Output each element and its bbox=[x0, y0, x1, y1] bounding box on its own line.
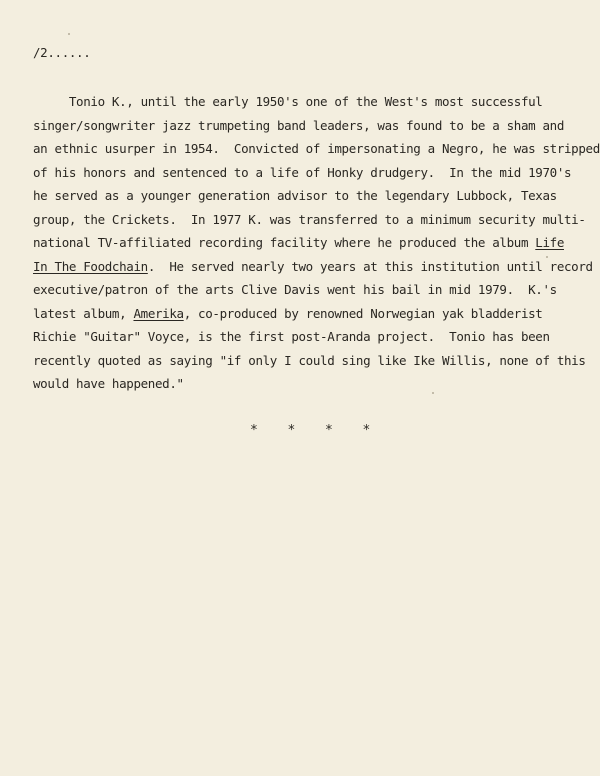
text-run: of his honors and sentenced to a life of Honky drudgery. In the mid 1970's bbox=[33, 164, 572, 180]
divider-asterisk: * bbox=[362, 423, 370, 438]
text-line bbox=[33, 349, 586, 373]
page-number: /2...... bbox=[33, 45, 91, 60]
divider-asterisk: * bbox=[287, 423, 295, 438]
text-line bbox=[33, 208, 586, 232]
text-run: . He served nearly two years at this institution until record bbox=[147, 258, 593, 274]
text-run: executive/patron of the arts Clive Davis went his bail in mid 1979. K.'s bbox=[33, 282, 557, 297]
text-line bbox=[33, 184, 578, 208]
text-run: group, the Crickets. In 1977 K. was transferred to a minimum security multi- bbox=[33, 211, 586, 227]
text-run: national TV-affiliated recording facility where he produced the album bbox=[33, 235, 536, 250]
text-line bbox=[33, 231, 578, 255]
text-run: singer/songwriter jazz trumpeting band leaders, was found to be a sham and bbox=[33, 117, 564, 133]
underlined-title: Amerika bbox=[133, 305, 184, 321]
text-run: an ethnic usurper in 1954. Convicted of impersonating a Negro, he was stripped bbox=[33, 141, 600, 156]
underlined-title: In The Foodchain bbox=[33, 258, 148, 274]
paper-speck bbox=[68, 33, 70, 35]
divider-asterisk: * bbox=[325, 423, 333, 438]
text-line bbox=[33, 114, 578, 138]
text-run: would have happened." bbox=[33, 376, 184, 391]
text-line bbox=[33, 255, 593, 279]
paper-speck bbox=[546, 256, 548, 258]
text-line bbox=[33, 325, 578, 349]
text-line bbox=[33, 302, 578, 326]
underlined-title: Life bbox=[535, 235, 564, 250]
text-run: , co-produced by renowned Norwegian yak bladderist bbox=[183, 305, 543, 321]
divider-asterisk: * bbox=[250, 423, 258, 438]
text-line bbox=[33, 372, 578, 396]
text-run: Tonio K., until the early 1950's one of the West's most successful bbox=[33, 94, 543, 109]
text-line bbox=[33, 161, 578, 185]
body-paragraph bbox=[33, 90, 600, 396]
text-line bbox=[33, 137, 600, 161]
text-run: he served as a younger generation advisor to the legendary Lubbock, Texas bbox=[33, 188, 557, 203]
text-run: latest album, bbox=[33, 305, 134, 321]
text-line bbox=[33, 90, 578, 114]
text-line bbox=[33, 278, 578, 302]
text-run: Richie "Guitar" Voyce, is the first post-Aranda project. Tonio has been bbox=[33, 329, 550, 344]
section-divider bbox=[250, 420, 370, 442]
text-run: recently quoted as saying "if only I could sing like Ike Willis, none of this bbox=[33, 352, 586, 368]
paper-speck bbox=[432, 392, 434, 394]
